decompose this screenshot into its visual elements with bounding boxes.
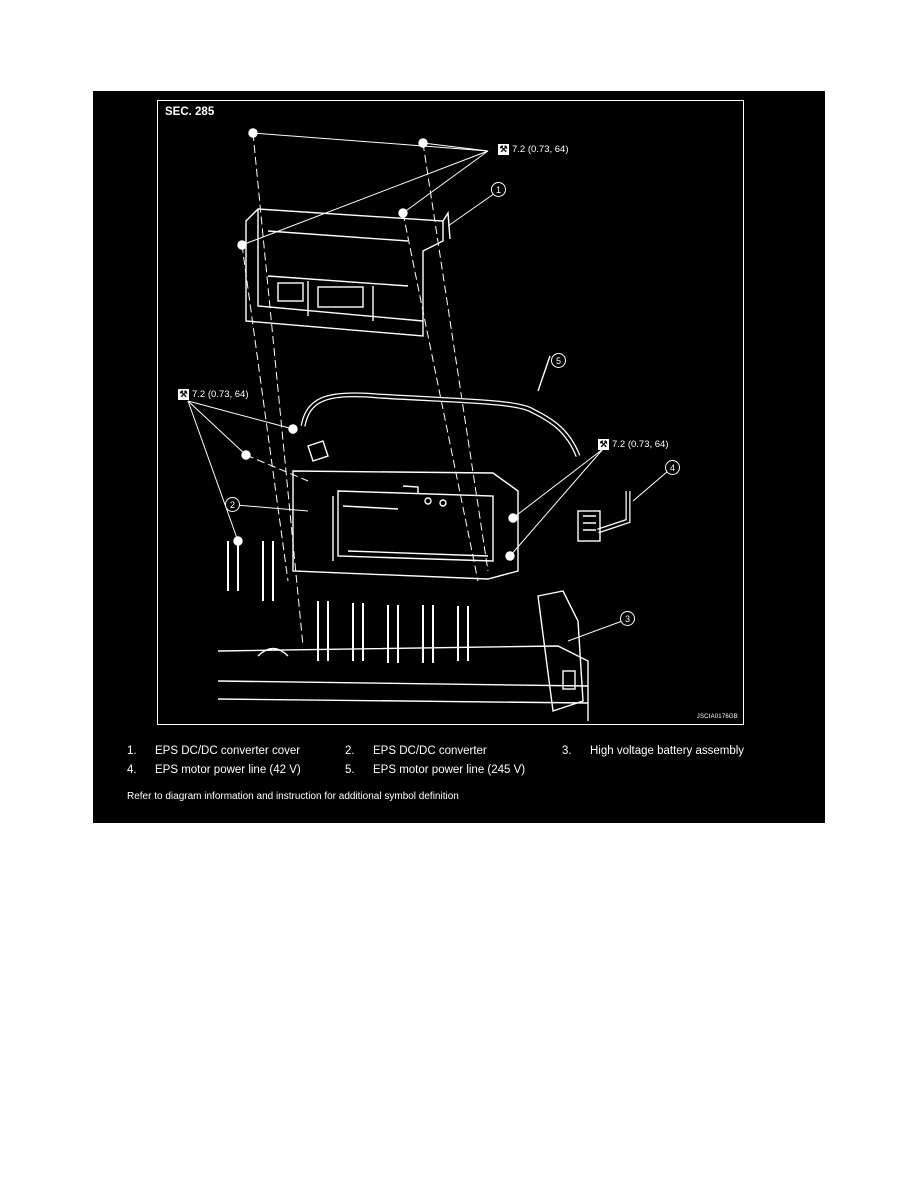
torque-value: 7.2 (0.73, 64) (192, 389, 249, 400)
callout-3: 3 (620, 611, 635, 626)
power-line-245v-drawing (303, 356, 578, 456)
torque-label-top (498, 144, 569, 155)
diagram-panel (93, 91, 825, 823)
callout-4: 4 (665, 460, 680, 475)
legend-item-5: 5. EPS motor power line (245 V) (345, 764, 526, 776)
battery-assembly-drawing (218, 541, 588, 721)
callout-1: 1 (491, 182, 506, 197)
torque-label-left (178, 389, 249, 400)
torque-value: 7.2 (0.73, 64) (612, 439, 669, 450)
exploded-view-drawing (158, 101, 744, 725)
converter-cover-drawing (246, 209, 450, 336)
diagram-frame (157, 100, 744, 725)
image-code: JSCIA0176GB (696, 714, 738, 720)
torque-wrench-icon: ⚒ (599, 439, 608, 449)
torque-wrench-icon: ⚒ (179, 389, 188, 399)
legend-item-3: 3. High voltage battery assembly (562, 745, 745, 757)
section-title: SEC. 285 (165, 106, 215, 118)
torque-wrench-icon: ⚒ (499, 144, 508, 154)
callout-5: 5 (551, 353, 566, 368)
legend-item-2: 2. EPS DC/DC converter (345, 745, 487, 757)
dc-dc-converter-drawing (293, 441, 518, 579)
power-line-42v-drawing (578, 491, 628, 541)
symbol-note: Refer to diagram information and instruction for additional symbol definition (127, 791, 459, 802)
legend-item-1: 1. EPS DC/DC converter cover (127, 745, 301, 757)
legend-item-4: 4. EPS motor power line (42 V) (127, 764, 301, 776)
torque-value: 7.2 (0.73, 64) (512, 144, 569, 155)
callout-2: 2 (225, 497, 240, 512)
torque-label-right (598, 439, 669, 450)
